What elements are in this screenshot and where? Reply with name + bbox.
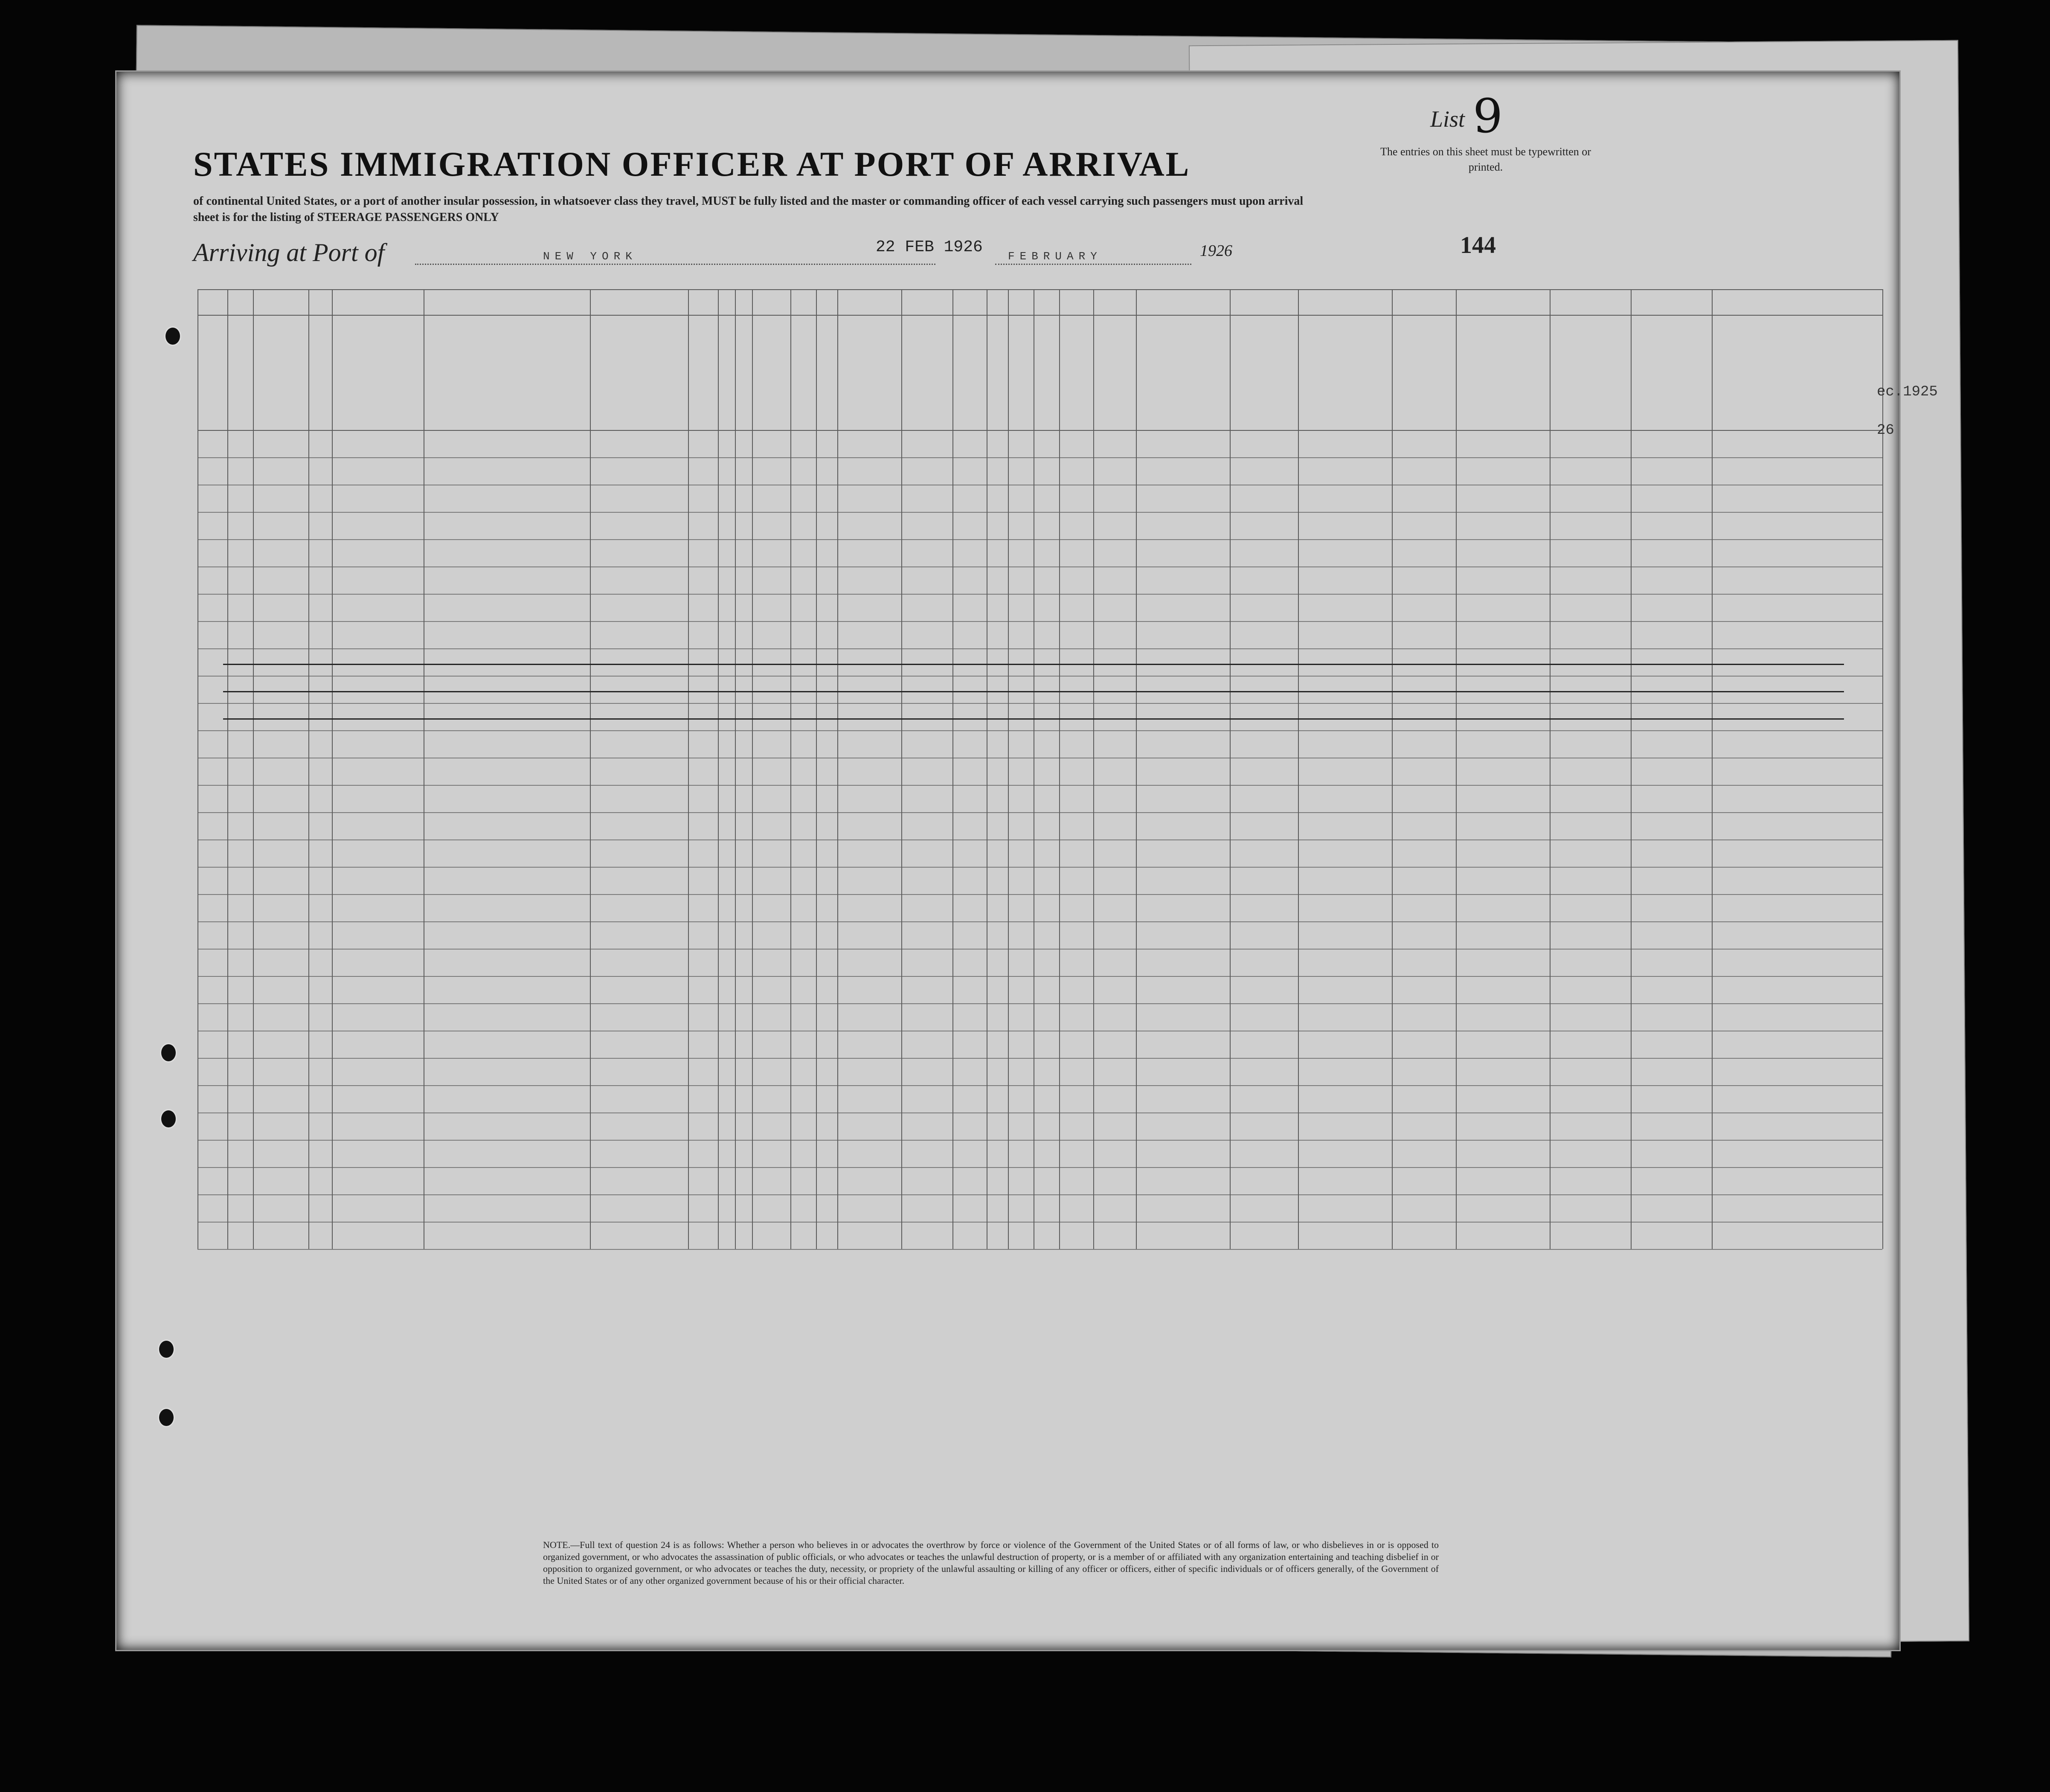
grid-line — [735, 289, 736, 1249]
grid-line — [197, 812, 1882, 813]
arriving-label: Arriving at Port of — [193, 238, 385, 267]
grid-line — [1093, 289, 1094, 1249]
grid-line — [197, 1003, 1882, 1004]
grid-line — [197, 457, 1882, 458]
grid-line — [197, 1058, 1882, 1059]
grid-line — [197, 594, 1882, 595]
strike-line — [223, 664, 1844, 665]
grid-line — [197, 512, 1882, 513]
grid-line — [197, 976, 1882, 977]
grid-line — [1298, 289, 1299, 1249]
footnote-question-24: NOTE.—Full text of question 24 is as follows: Whether a person who believes in or advocates the overthrow by force or violence of the Government of the United States or of all forms of law, or who disbelieves in or is opposed to organized government, or who advocates the assassination of public officials, or who advocates or teaches the unlawful destruction of property, or is a member of or affiliated with any organization entertaining and teaching disbelief in or opposition to organized government, or who advocates or teaches the duty, necessity, or propriety of the unlawful assaulting or killing of any officer or officers, either of specific individuals or of officers generally, of the Government of the United States or of any other organized government because of his or their official character. — [543, 1539, 1439, 1586]
grid-line — [901, 289, 902, 1249]
grid-line — [197, 566, 1882, 567]
subtitle — [193, 193, 1601, 226]
subtitle-line-2: sheet is for the listing of STEERAGE PASSENGERS ONLY — [193, 211, 499, 224]
grid-line — [197, 289, 198, 1249]
grid-line — [197, 703, 1882, 704]
grid-line — [197, 1194, 1882, 1195]
list-number: 9 — [1473, 89, 1503, 143]
grid-line — [197, 867, 1882, 868]
sheet-number: 144 — [1460, 232, 1496, 258]
grid-line — [197, 539, 1882, 540]
grid-line — [1059, 289, 1060, 1249]
grid-line — [197, 949, 1882, 950]
grid-line — [197, 921, 1882, 922]
grid-line — [752, 289, 753, 1249]
month: FEBRUARY — [1008, 250, 1102, 263]
side-note-2: 26 — [1877, 422, 1894, 439]
manifest-grid — [197, 289, 1882, 1479]
grid-line — [197, 1140, 1882, 1141]
grid-line — [1136, 289, 1137, 1249]
grid-line — [197, 1222, 1882, 1223]
grid-line — [816, 289, 817, 1249]
grid-line — [197, 621, 1882, 622]
grid-line — [1230, 289, 1231, 1249]
port-name: NEW YORK — [543, 250, 637, 263]
grid-line — [332, 289, 333, 1249]
grid-line — [1712, 289, 1713, 1249]
strike-line — [223, 718, 1844, 720]
grid-line — [197, 894, 1882, 895]
grid-line — [197, 676, 1882, 677]
grid-line — [197, 1112, 1882, 1113]
grid-line — [1008, 289, 1009, 1249]
grid-line — [197, 648, 1882, 649]
punch-hole — [160, 1109, 177, 1129]
manifest-sheet — [115, 70, 1901, 1651]
strike-line — [223, 691, 1844, 692]
punch-hole — [160, 1043, 177, 1063]
grid-line — [837, 289, 838, 1249]
entries-note: The entries on this sheet must be typewritten or printed. — [1380, 145, 1591, 173]
side-note-1: ec.1925 — [1877, 384, 1938, 400]
grid-line — [718, 289, 719, 1249]
grid-line — [952, 289, 953, 1249]
grid-line — [790, 289, 791, 1249]
grid-line — [197, 1167, 1882, 1168]
subtitle-line-1: of continental United States, or a port of another insular possession, in whatsoever class they travel, MUST be fully listed and the master or commanding officer of each vessel carrying such passengers must upon arrival — [193, 195, 1304, 208]
punch-hole — [158, 1408, 175, 1427]
grid-line — [197, 1085, 1882, 1086]
grid-line — [197, 785, 1882, 786]
list-label: List — [1430, 106, 1465, 132]
punch-hole — [158, 1339, 175, 1359]
punch-hole — [164, 326, 181, 346]
grid-line — [197, 430, 1882, 431]
grid-line — [308, 289, 309, 1249]
port-dotted-line — [415, 264, 935, 265]
grid-line — [227, 289, 228, 1249]
grid-line — [1392, 289, 1393, 1249]
page-title: STATES IMMIGRATION OFFICER AT PORT OF ARRIVAL — [193, 145, 1191, 183]
month-dotted-line — [995, 264, 1191, 265]
year: 1926 — [1200, 242, 1232, 260]
grid-line — [1631, 289, 1632, 1249]
grid-line — [590, 289, 591, 1249]
grid-line — [197, 1249, 1882, 1250]
grid-line — [1550, 289, 1551, 1249]
grid-line — [253, 289, 254, 1249]
grid-line — [197, 289, 1882, 290]
grid-line — [197, 839, 1882, 840]
grid-line — [197, 730, 1882, 731]
grid-line — [1456, 289, 1457, 1249]
date-stamp: 22 FEB 1926 — [876, 238, 983, 256]
grid-line — [197, 315, 1882, 316]
grid-line — [688, 289, 689, 1249]
